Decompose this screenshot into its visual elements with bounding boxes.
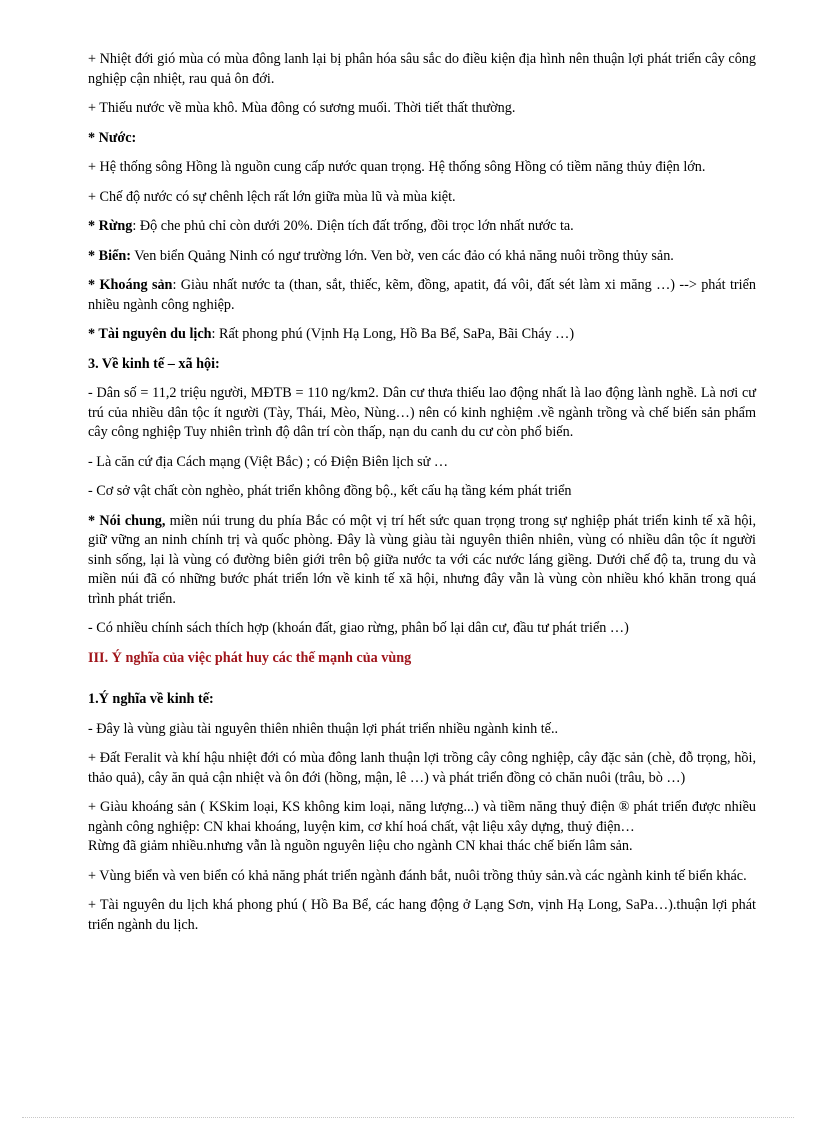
text-forest: : Độ che phủ chỉ còn dưới 20%. Diện tích đất trống, đồi trọc lớn nhất nước ta. [132, 218, 574, 234]
paragraph-minerals [88, 276, 756, 315]
text-in-general: miền núi trung du phía Bắc có một vị trí hết sức quan trọng trong sự nghiệp phát triển kinh tế xã hội, giữ vững an ninh chính trị và quốc phòng. Đây là vùng giàu tài nguyên thiên nhiên, vùng có nhiều dân tộc ít người sinh sống, lại là vùng có đường biên giới trên bộ giữa nước ta với các nước láng giềng. Dưới chế độ ta, trung du và miền núi đã có những bước phát triển lớn về kinh tế xã hội, nhưng đây vẫn là vùng còn nhiều khó khăn trong quá trình phát triển. [88, 512, 756, 607]
paragraph-revolution-base: - Là căn cứ địa Cách mạng (Việt Bắc) ; có Điện Biên lịch sử … [88, 453, 449, 470]
paragraph-tourism [88, 325, 756, 345]
paragraph-minerals-hydropower: + Giàu khoáng sản ( KSkim loại, KS không kim loại, năng lượng...) và tiềm năng thuỷ điện ® phát triển được nhiều ngành công nghiệp: CN khai khoáng, luyện kim, cơ khí hoá chất, vật liệu xây dựng, thuỷ điện… [88, 799, 756, 835]
paragraph-infrastructure: - Cơ sở vật chất còn nghèo, phát triển không đồng bộ., kết cấu hạ tầng kém phát triển [88, 483, 572, 499]
paragraph-forest-reduced: Rừng đã giảm nhiều.nhưng vẫn là nguồn nguyên liệu cho ngành CN khai thác chế biến lâm sản. [88, 838, 633, 854]
paragraph-policies: - Có nhiều chính sách thích hợp (khoán đất, giao rừng, phân bố lại dân cư, đầu tư phát triển …) [88, 620, 629, 636]
paragraph-red-river: + Hệ thống sông Hồng là nguồn cung cấp nước quan trọng. Hệ thống sông Hồng có tiềm năng thủy điện lớn. [88, 159, 706, 175]
paragraph-forest [88, 217, 756, 237]
label-in-general: * Nói chung, [88, 512, 166, 529]
paragraph-sea [88, 247, 756, 267]
label-minerals: * Khoáng sản [88, 277, 173, 293]
paragraph-tourism-resources: + Tài nguyên du lịch khá phong phú ( Hồ Ba Bể, các hang động ở Lạng Sơn, vịnh Hạ Long, SaPa…).thuận lợi phát triển ngành du lịch. [88, 897, 756, 933]
page-bottom-divider [22, 1117, 794, 1118]
paragraph-feralit-soil: + Đất Feralit và khí hậu nhiệt đới có mùa đông lanh thuận lợi trồng cây công nghiệp, cây đặc sản (chè, đỗ trọng, hồi, thảo quả), cây ăn quả cận nhiệt và ôn đới (hồng, mận, lê …) và phát triển đồng cỏ chăn nuôi (trâu, bò …) [88, 750, 756, 786]
paragraph-water-regime: + Chế độ nước có sự chênh lệch rất lớn giữa mùa lũ và mùa kiệt. [88, 188, 456, 205]
paragraph-in-general [88, 512, 756, 610]
heading-water: * Nước: [88, 129, 137, 146]
paragraph-climate: + Nhiệt đới gió mùa có mùa đông lanh lại bị phân hóa sâu sắc do điều kiện địa hình nên thuận lợi phát triển cây công nghiệp cận nhiệt, rau quả ôn đới. [88, 51, 756, 87]
paragraph-resources: - Đây là vùng giàu tài nguyên thiên nhiên thuận lợi phát triển nhiều ngành kinh tế.. [88, 720, 559, 737]
paragraph-dry-season: + Thiếu nước về mùa khô. Mùa đông có sương muối. Thời tiết thất thường. [88, 100, 516, 116]
heading-economic-significance: 1.Ý nghĩa về kinh tế: [88, 691, 214, 707]
heading-socioeconomic: 3. Về kinh tế – xã hội: [88, 355, 220, 372]
paragraph-population: - Dân số = 11,2 triệu người, MĐTB = 110 ng/km2. Dân cư thưa thiếu lao động nhất là lao động lành nghề. Là nơi cư trú của nhiều dân tộc ít người (Tày, Thái, Mèo, Nùng…) nên có kinh nghiệm .về ngành trồng và chế biến sản phẩm cây công nghiệp Tuy nhiên trình độ dân trí còn thấp, nạn du canh du cư còn phổ biến. [88, 385, 756, 440]
text-sea: Ven biển Quảng Ninh có ngư trường lớn. Ven bờ, ven các đảo có khả năng nuôi trồng thủy sản. [130, 247, 674, 264]
text-minerals: : Giàu nhất nước ta (than, sắt, thiếc, kẽm, đồng, apatit, đá vôi, đất sét làm xi măng …) --> phát triển nhiều ngành công nghiệp. [88, 277, 756, 313]
paragraph-sea-fishing: + Vùng biển và ven biển có khả năng phát triển ngành đánh bắt, nuôi trồng thủy sản.và các ngành kinh tế biển khác. [88, 867, 747, 884]
document-page [88, 50, 756, 945]
section-heading-significance: III. Ý nghĩa của việc phát huy các thế mạnh của vùng [88, 649, 412, 666]
label-sea: * Biển: [88, 247, 131, 264]
text-tourism: : Rất phong phú (Vịnh Hạ Long, Hồ Ba Bể, SaPa, Bãi Cháy …) [211, 326, 575, 342]
label-tourism: * Tài nguyên du lịch [88, 326, 212, 342]
label-forest: * Rừng [88, 218, 133, 234]
